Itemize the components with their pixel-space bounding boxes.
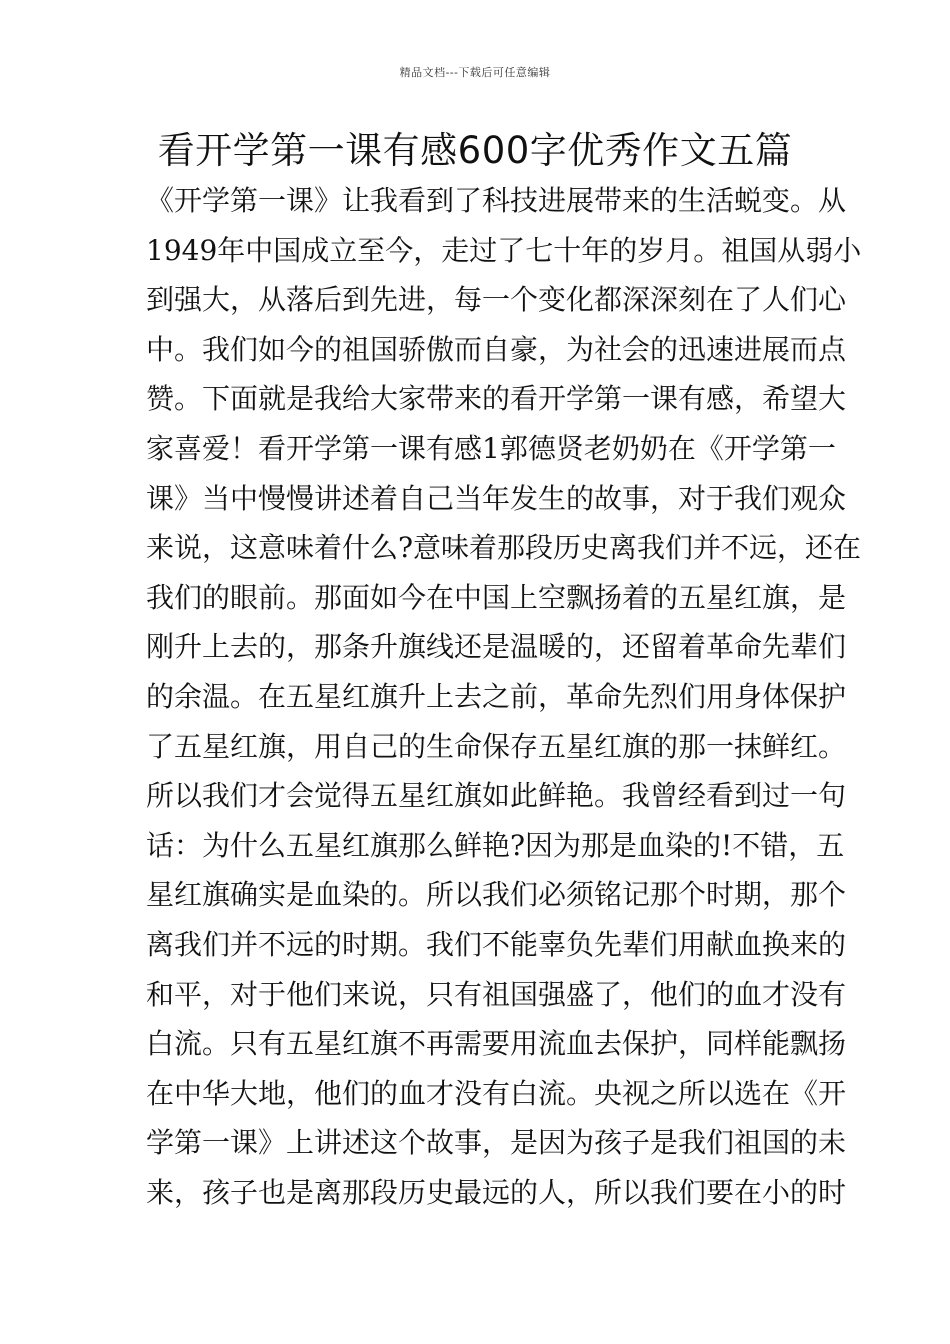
body-line: 在中华大地，他们的血才没有白流。央视之所以选在《开 — [146, 1076, 847, 1110]
body-line: 星红旗确实是血染的。所以我们必须铭记那个时期，那个 — [146, 878, 847, 912]
body-line: 学第一课》上讲述这个故事，是因为孩子是我们祖国的未 — [146, 1126, 847, 1160]
body-line: 中。我们如今的祖国骄傲而自豪，为社会的迅速进展而点 — [146, 332, 847, 366]
body-text — [146, 176, 862, 1217]
body-line: 刚升上去的，那条升旗线还是温暖的，还留着革命先辈们 — [146, 630, 847, 664]
body-line: 白流。只有五星红旗不再需要用流血去保护，同样能飘扬 — [146, 1027, 847, 1061]
body-line: 离我们并不远的时期。我们不能辜负先辈们用献血换来的 — [146, 927, 847, 961]
document-title: 看开学第一课有感600字优秀作文五篇 — [157, 129, 793, 172]
body-line: 来，孩子也是离那段历史最远的人，所以我们要在小的时 — [146, 1175, 847, 1209]
body-line: 话：为什么五星红旗那么鲜艳?因为那是血染的!不错，五 — [146, 828, 845, 862]
body-line: 的余温。在五星红旗升上去之前，革命先烈们用身体保护 — [146, 679, 847, 713]
body-line: 课》当中慢慢讲述着自己当年发生的故事，对于我们观众 — [146, 481, 847, 515]
body-line: 了五星红旗，用自己的生命保存五星红旗的那一抹鲜红。 — [146, 729, 847, 763]
body-line: 1949年中国成立至今，走过了七十年的岁月。祖国从弱小 — [146, 233, 862, 267]
body-line: 到强大，从落后到先进，每一个变化都深深刻在了人们心 — [146, 283, 847, 317]
header-note: 精品文档---下载后可任意编辑 — [399, 66, 551, 79]
body-line: 《开学第一课》让我看到了科技进展带来的生活蜕变。从 — [146, 184, 847, 217]
body-line: 和平，对于他们来说，只有祖国强盛了，他们的血才没有 — [146, 977, 847, 1011]
body-line: 所以我们才会觉得五星红旗如此鲜艳。我曾经看到过一句 — [146, 779, 847, 813]
body-line: 来说，这意味着什么?意味着那段历史离我们并不远，还在 — [146, 531, 862, 565]
body-line: 赞。下面就是我给大家带来的看开学第一课有感，希望大 — [146, 382, 847, 416]
body-line: 家喜爱！看开学第一课有感1郭德贤老奶奶在《开学第一 — [146, 431, 836, 465]
body-line: 我们的眼前。那面如今在中国上空飘扬着的五星红旗，是 — [146, 580, 847, 614]
